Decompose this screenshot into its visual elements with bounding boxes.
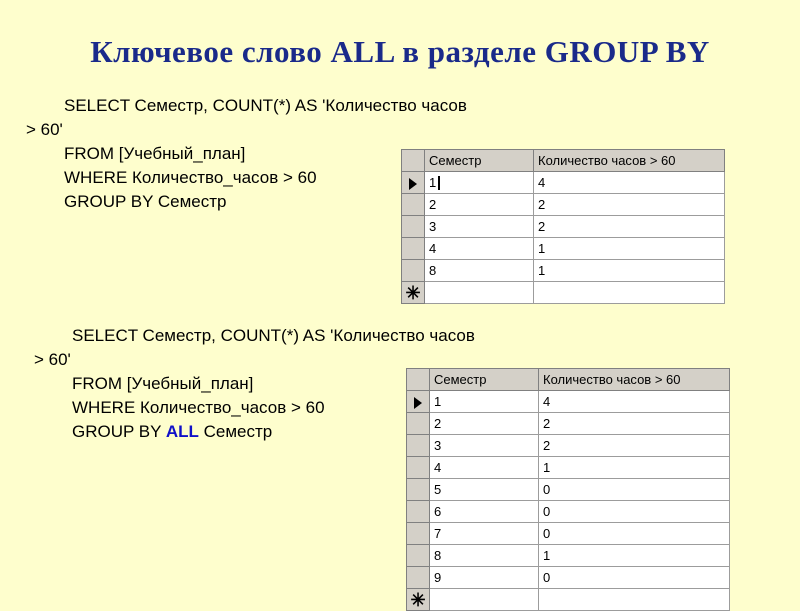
row-selector[interactable] xyxy=(402,172,425,194)
cell-value: 2 xyxy=(429,197,437,212)
cell-hours-count[interactable] xyxy=(534,172,725,194)
result-grid-2 xyxy=(406,368,730,611)
slide-title: Ключевое слово ALL в разделе GROUP BY xyxy=(90,34,710,69)
sql-line: WHERE Количество_часов > 60 xyxy=(64,168,317,187)
cell-semester[interactable] xyxy=(425,172,534,194)
new-row[interactable] xyxy=(402,282,725,304)
sql-line: FROM [Учебный_план] xyxy=(72,374,254,393)
cell-semester[interactable] xyxy=(425,216,534,238)
row-selector-header xyxy=(402,150,425,172)
cell-hours-count[interactable] xyxy=(539,391,730,413)
new-record-icon: ✳ xyxy=(410,589,426,610)
table-row[interactable] xyxy=(402,216,725,238)
cell-value: 2 xyxy=(538,197,546,212)
row-selector[interactable] xyxy=(407,523,430,545)
cell-value: 2 xyxy=(543,438,551,453)
cell-hours-count[interactable] xyxy=(539,435,730,457)
cell-value: 6 xyxy=(434,504,442,519)
cell-value: 4 xyxy=(538,175,546,190)
cell-value: 5 xyxy=(434,482,442,497)
sql-line: > 60' xyxy=(26,120,63,139)
new-row-cell[interactable] xyxy=(425,282,534,304)
table-row[interactable] xyxy=(402,194,725,216)
table-row[interactable] xyxy=(407,457,730,479)
cell-value: 2 xyxy=(434,416,442,431)
row-selector[interactable] xyxy=(407,413,430,435)
cell-semester[interactable] xyxy=(430,479,539,501)
cell-semester[interactable] xyxy=(430,523,539,545)
cell-value: 3 xyxy=(429,219,437,234)
cell-value: 4 xyxy=(434,460,442,475)
text-cursor xyxy=(438,176,440,190)
cell-hours-count[interactable] xyxy=(539,545,730,567)
cell-value: 0 xyxy=(543,482,551,497)
sql-line: WHERE Количество_часов > 60 xyxy=(72,398,325,417)
cell-semester[interactable] xyxy=(430,457,539,479)
sql-line: SELECT Семестр, COUNT(*) AS 'Количество часов xyxy=(64,96,467,115)
row-selector[interactable] xyxy=(407,479,430,501)
row-selector[interactable] xyxy=(402,216,425,238)
cell-hours-count[interactable] xyxy=(539,501,730,523)
row-selector[interactable] xyxy=(402,282,425,304)
result-grid-1 xyxy=(401,149,725,304)
cell-hours-count[interactable] xyxy=(539,567,730,589)
row-selector[interactable] xyxy=(402,194,425,216)
cell-value: 1 xyxy=(543,460,551,475)
cell-hours-count[interactable] xyxy=(539,479,730,501)
cell-semester[interactable] xyxy=(430,567,539,589)
row-selector-header xyxy=(407,369,430,391)
cell-hours-count[interactable] xyxy=(534,238,725,260)
table-row[interactable] xyxy=(407,413,730,435)
cell-value: 4 xyxy=(543,394,551,409)
sql-keyword: GROUP BY xyxy=(72,422,166,441)
sql-keyword-all: ALL xyxy=(165,422,199,441)
current-row-arrow-icon xyxy=(409,178,417,190)
cell-value: 2 xyxy=(538,219,546,234)
row-selector[interactable] xyxy=(407,435,430,457)
cell-value: 1 xyxy=(543,548,551,563)
cell-semester[interactable] xyxy=(425,260,534,282)
cell-value: 1 xyxy=(429,174,437,190)
cell-hours-count[interactable] xyxy=(534,260,725,282)
cell-value: 4 xyxy=(429,241,437,256)
cell-semester[interactable] xyxy=(430,545,539,567)
cell-hours-count[interactable] xyxy=(534,216,725,238)
current-row-arrow-icon xyxy=(414,397,422,409)
row-selector[interactable] xyxy=(407,545,430,567)
cell-semester[interactable] xyxy=(430,413,539,435)
cell-hours-count[interactable] xyxy=(539,523,730,545)
cell-value: 9 xyxy=(434,570,442,585)
row-selector[interactable] xyxy=(407,391,430,413)
row-selector[interactable] xyxy=(402,260,425,282)
cell-semester[interactable] xyxy=(430,501,539,523)
cell-value: 0 xyxy=(543,570,551,585)
table-row[interactable] xyxy=(407,523,730,545)
table-row[interactable] xyxy=(407,567,730,589)
cell-value: 8 xyxy=(429,263,437,278)
sql-column: Семестр xyxy=(198,422,273,441)
table-row[interactable] xyxy=(407,501,730,523)
table-row[interactable] xyxy=(402,172,725,194)
cell-value: 3 xyxy=(434,438,442,453)
table-row[interactable] xyxy=(402,260,725,282)
cell-value: 0 xyxy=(543,526,551,541)
row-selector[interactable] xyxy=(407,501,430,523)
cell-hours-count[interactable] xyxy=(534,194,725,216)
table-row[interactable] xyxy=(407,545,730,567)
sql-line: SELECT Семестр, COUNT(*) AS 'Количество часов xyxy=(72,326,475,345)
new-record-icon: ✳ xyxy=(405,282,421,303)
cell-value: 0 xyxy=(543,504,551,519)
cell-value: 1 xyxy=(538,241,546,256)
cell-value: 1 xyxy=(538,263,546,278)
cell-hours-count[interactable] xyxy=(539,457,730,479)
cell-value: 7 xyxy=(434,526,442,541)
table-row[interactable] xyxy=(407,435,730,457)
column-header-hours[interactable]: Количество часов > 60 xyxy=(539,369,730,391)
cell-semester[interactable] xyxy=(425,194,534,216)
cell-semester[interactable] xyxy=(425,238,534,260)
cell-value: 1 xyxy=(434,394,442,409)
table-row[interactable] xyxy=(402,238,725,260)
cell-value: 8 xyxy=(434,548,442,563)
row-selector[interactable] xyxy=(402,238,425,260)
column-header-hours[interactable]: Количество часов > 60 xyxy=(534,150,725,172)
new-row-cell[interactable] xyxy=(534,282,725,304)
sql-line: FROM [Учебный_план] xyxy=(64,144,246,163)
row-selector[interactable] xyxy=(407,567,430,589)
sql-line: > 60' xyxy=(34,350,71,369)
sql-line: GROUP BY Семестр xyxy=(64,192,227,211)
table-row[interactable] xyxy=(407,479,730,501)
column-header-semester[interactable]: Семестр xyxy=(425,150,534,172)
cell-value: 2 xyxy=(543,416,551,431)
table-row[interactable] xyxy=(407,391,730,413)
cell-semester[interactable] xyxy=(430,391,539,413)
column-header-semester[interactable]: Семестр xyxy=(430,369,539,391)
cell-hours-count[interactable] xyxy=(539,413,730,435)
row-selector[interactable] xyxy=(407,457,430,479)
cell-semester[interactable] xyxy=(430,435,539,457)
